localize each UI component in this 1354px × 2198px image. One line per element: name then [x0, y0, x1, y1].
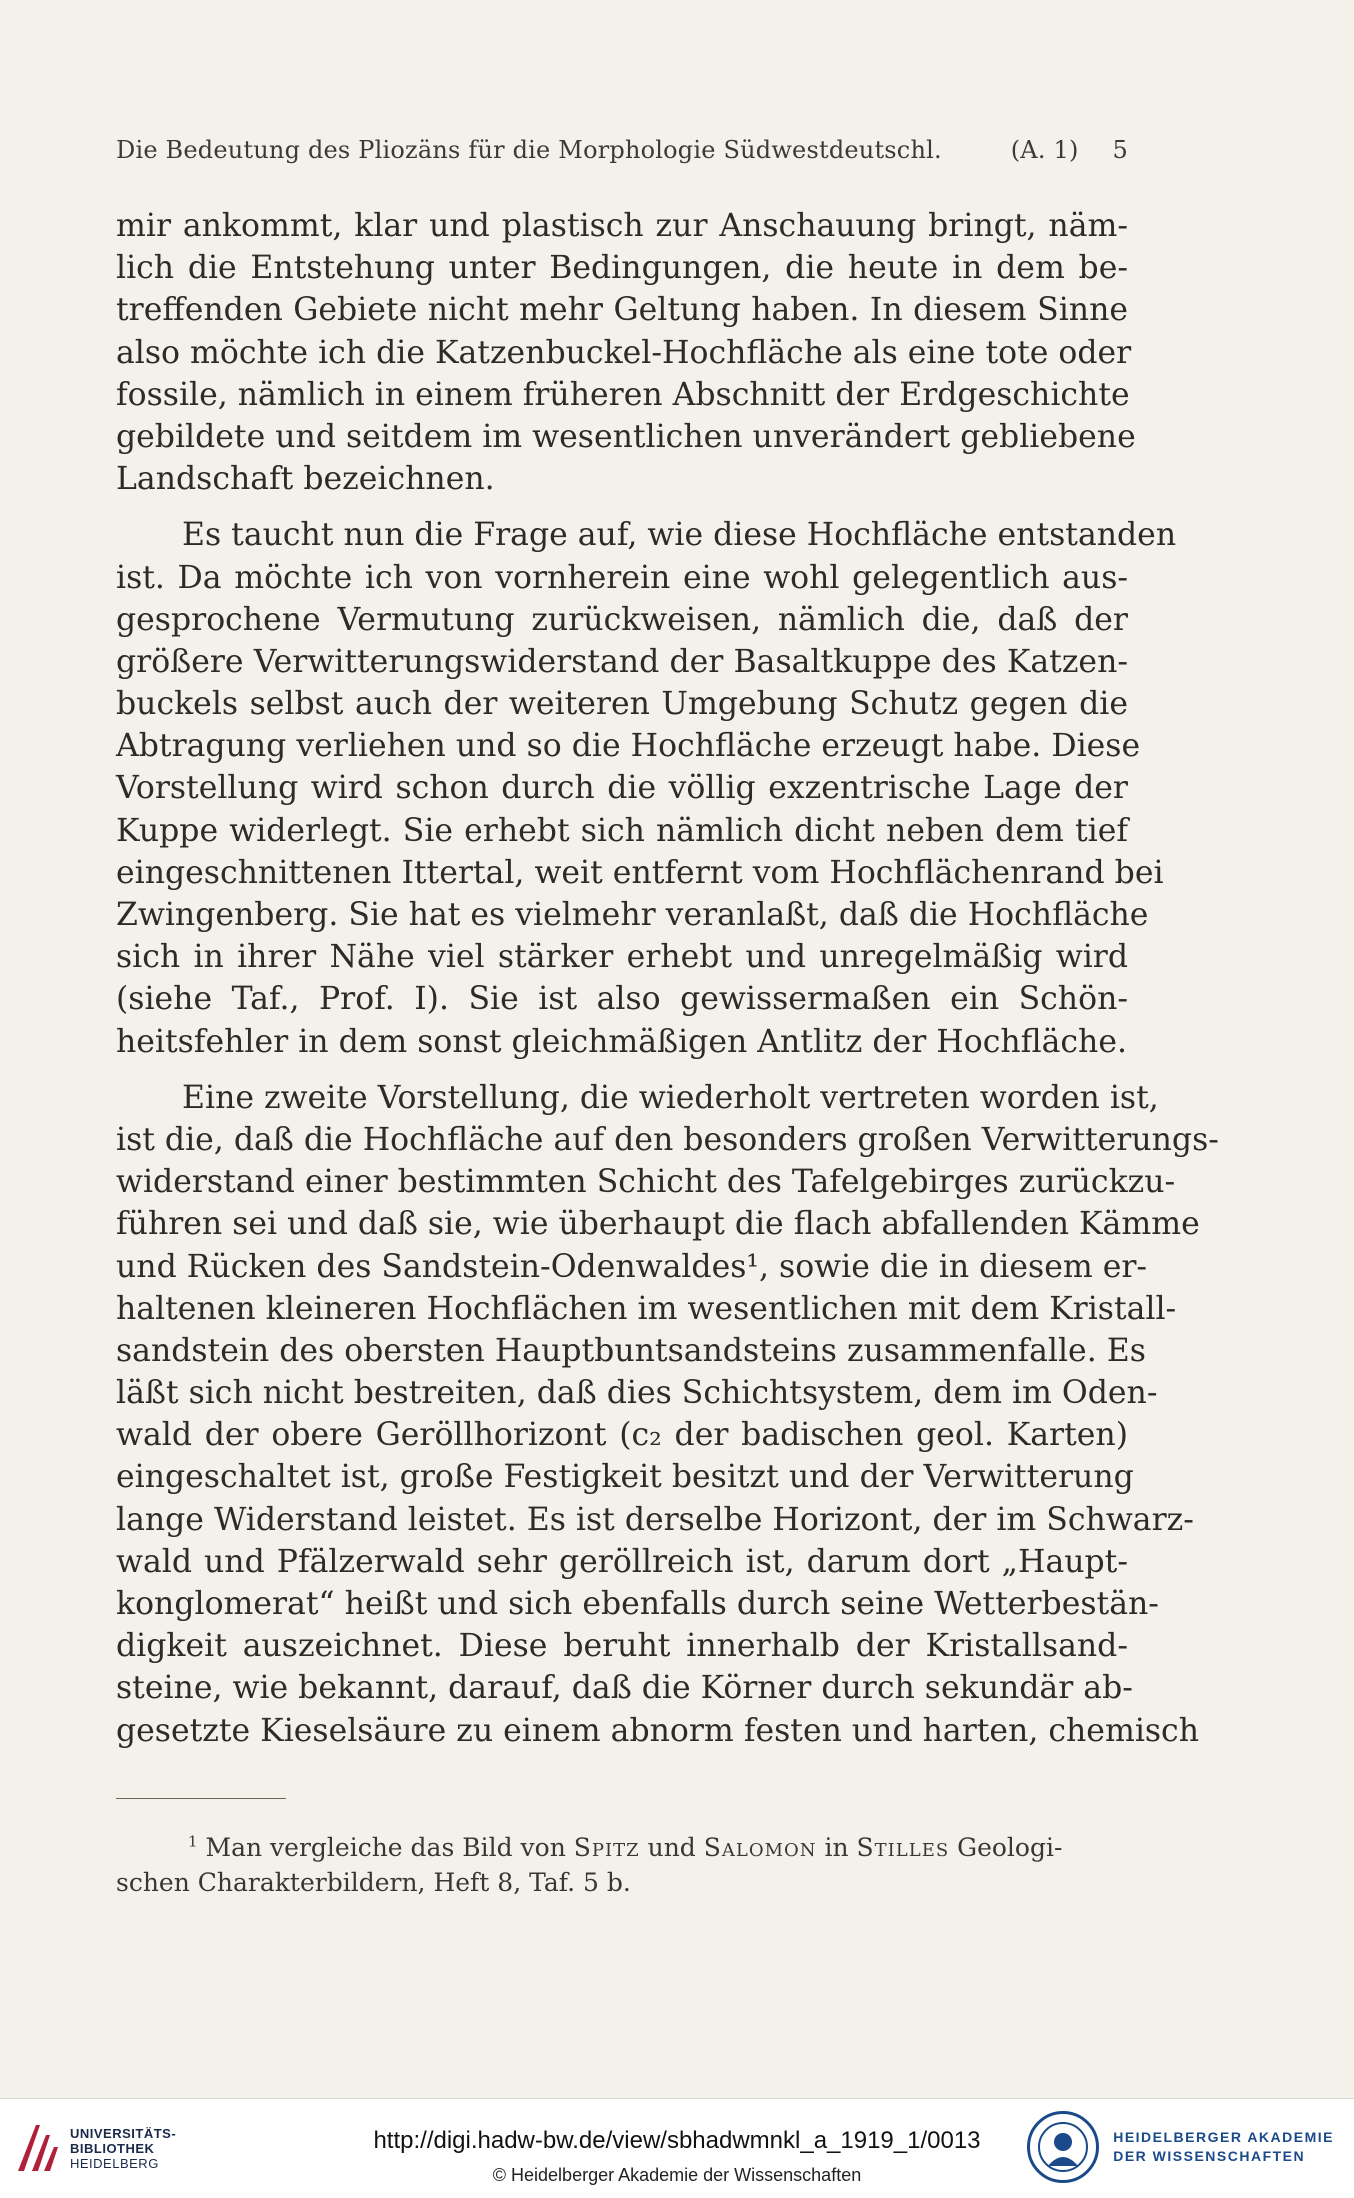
paragraph-1 [116, 205, 1136, 500]
text-line: wald der obere Geröllhorizont (c₂ der badischen geol. Karten) [116, 1417, 1128, 1454]
text-line: sandstein des obersten Hauptbuntsandsteins zusammenfalle. Es [116, 1332, 1146, 1369]
text-line: größere Verwitterungswiderstand der Basaltkuppe des Katzen- [116, 643, 1128, 680]
text-line: gebildete und seitdem im wesentlichen unverändert gebliebene [116, 418, 1136, 455]
text-line: wald und Pfälzerwald sehr geröllreich ist, darum dort „Haupt- [116, 1543, 1128, 1580]
text-line: Zwingenberg. Sie hat es vielmehr veranlaßt, daß die Hochfläche [116, 897, 1149, 933]
text-line: ist. Da möchte ich von vornherein eine wohl gelegentlich aus- [116, 559, 1128, 596]
text-line: Vorstellung wird schon durch die völlig exzentrische Lage der [116, 770, 1128, 807]
paragraph-3 [116, 1077, 1219, 1752]
text-line: treffenden Gebiete nicht mehr Geltung haben. In diesem Sinne [116, 292, 1128, 329]
footnote-text: schen Charakterbildern, Heft 8, Taf. 5 b. [116, 1868, 631, 1897]
footnote-marker: 1 [188, 1832, 198, 1851]
author-name: Stilles [856, 1833, 950, 1862]
text-line: heitsfehler in dem sonst gleichmäßigen Antlitz der Hochfläche. [116, 1023, 1127, 1060]
text-line: Kuppe widerlegt. Sie erhebt sich nämlich dicht neben dem tief [116, 812, 1128, 849]
academy-seal-icon [1027, 2111, 1099, 2183]
author-name: Salomon [703, 1833, 817, 1862]
copyright-notice: © Heidelberger Akademie der Wissenschaften [492, 2165, 862, 2185]
text-line: lange Widerstand leistet. Es ist derselbe Horizont, der im Schwarz- [116, 1501, 1194, 1538]
permalink-url[interactable]: http://digi.hadw-bw.de/view/sbhadwmnkl_a_1919_1/0013 [373, 2127, 981, 2154]
body-text [116, 205, 1219, 1752]
text-line: buckels selbst auch der weiteren Umgebung Schutz gegen die [116, 686, 1128, 723]
text-line: fossile, nämlich in einem früheren Abschnitt der Erdgeschichte [116, 376, 1130, 413]
footnote-rule [116, 1798, 286, 1799]
footnote-text: in [816, 1833, 857, 1862]
footnote-text: Man vergleiche das Bild von [205, 1833, 574, 1862]
page-number: 5 [1112, 136, 1128, 164]
text-line: widerstand einer bestimmten Schicht des Tafelgebirges zurückzu- [116, 1164, 1176, 1201]
ub-logo-line: HEIDELBERG [70, 2155, 159, 2171]
text-line: Landschaft bezeichnen. [116, 461, 495, 498]
text-line: Es taucht nun die Frage auf, wie diese Hochfläche entstanden [182, 517, 1177, 554]
text-line: haltenen kleineren Hochflächen im wesentlichen mit dem Kristall- [116, 1290, 1177, 1327]
text-line: und Rücken des Sandstein-Odenwaldes¹, sowie die in diesem er- [116, 1248, 1148, 1285]
running-header [116, 136, 1128, 164]
text-line: mir ankommt, klar und plastisch zur Anschauung bringt, näm- [116, 208, 1128, 244]
footnote [116, 1830, 1128, 1900]
running-title: Die Bedeutung des Pliozäns für die Morphologie Südwestdeutschl. [116, 136, 942, 164]
text-line: also möchte ich die Katzenbuckel-Hochfläche als eine tote oder [116, 334, 1132, 371]
text-line: gesprochene Vermutung zurückweisen, nämlich die, daß der [116, 601, 1128, 638]
ub-logo-line: BIBLIOTHEK [70, 2140, 155, 2156]
text-line: lich die Entstehung unter Bedingungen, die heute in dem be- [116, 250, 1128, 287]
text-line: Eine zweite Vorstellung, die wiederholt vertreten worden ist, [182, 1079, 1159, 1116]
text-line: eingeschaltet ist, große Festigkeit besitzt und der Verwitterung [116, 1459, 1134, 1496]
text-line: konglomerat“ heißt und sich ebenfalls durch seine Wetterbestän- [116, 1586, 1159, 1622]
text-line: sich in ihrer Nähe viel stärker erhebt und unregelmäßig wird [116, 939, 1128, 976]
text-line: Abtragung verliehen und so die Hochfläche erzeugt habe. Diese [116, 728, 1141, 765]
text-line: digkeit auszeichnet. Diese beruht innerhalb der Kristallsand- [116, 1628, 1128, 1665]
text-line: führen sei und daß sie, wie überhaupt die flach abfallenden Kämme [116, 1206, 1200, 1243]
text-line: läßt sich nicht bestreiten, daß dies Schichtsystem, dem im Oden- [116, 1375, 1158, 1412]
text-line: (siehe Taf., Prof. I). Sie ist also gewissermaßen ein Schön- [116, 981, 1128, 1018]
footnote-text: Geologi- [949, 1833, 1063, 1862]
ub-logo-line: UNIVERSITÄTS- [70, 2125, 177, 2141]
text-line: gesetzte Kieselsäure zu einem abnorm festen und harten, chemisch [116, 1712, 1199, 1749]
footer-bar [0, 2098, 1354, 2198]
text-line: ist die, daß die Hochfläche auf den besonders großen Verwitterungs- [116, 1121, 1219, 1158]
academy-logo-line: HEIDELBERGER AKADEMIE [1113, 2129, 1334, 2145]
text-line: steine, wie bekannt, darauf, daß die Körner durch sekundär ab- [116, 1670, 1133, 1707]
paragraph-2 [116, 514, 1177, 1062]
author-name: Spitz [573, 1833, 640, 1862]
section-label: (A. 1) [1010, 136, 1079, 164]
academy-logo[interactable] [1027, 2111, 1334, 2183]
footnote-text: und [639, 1833, 704, 1862]
text-line: eingeschnittenen Ittertal, weit entfernt vom Hochflächenrand bei [116, 854, 1164, 891]
academy-logo-line: DER WISSENSCHAFTEN [1113, 2148, 1306, 2164]
